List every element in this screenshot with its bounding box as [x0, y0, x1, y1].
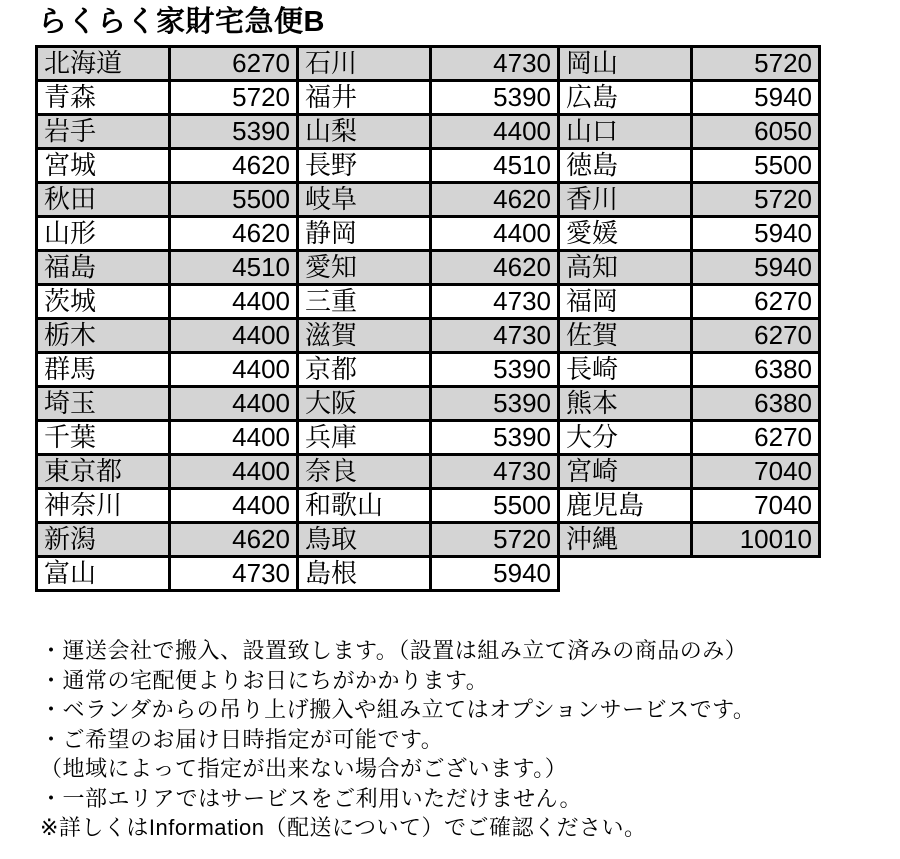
price-cell: 4400 — [170, 421, 298, 455]
prefecture-cell: 富山 — [37, 557, 170, 591]
price-cell: 4730 — [170, 557, 298, 591]
table-row — [37, 81, 820, 115]
prefecture-cell: 徳島 — [559, 149, 692, 183]
prefecture-cell: 宮城 — [37, 149, 170, 183]
price-cell: 6050 — [692, 115, 820, 149]
note-line: （地域によって指定が出来ない場合がございます。） — [40, 756, 568, 781]
price-cell: 5940 — [692, 81, 820, 115]
prefecture-cell: 群馬 — [37, 353, 170, 387]
note-line: ・ご希望のお届け日時指定が可能です。 — [40, 726, 444, 752]
prefecture-cell: 北海道 — [37, 47, 170, 81]
price-cell: 5720 — [692, 183, 820, 217]
price-cell: 4730 — [431, 47, 559, 81]
prefecture-cell: 千葉 — [37, 421, 170, 455]
prefecture-cell: 山口 — [559, 115, 692, 149]
prefecture-cell: 高知 — [559, 251, 692, 285]
price-cell: 4400 — [170, 319, 298, 353]
page-title: らくらく家財宅急便B — [38, 6, 325, 38]
prefecture-cell: 栃木 — [37, 319, 170, 353]
table-row — [37, 455, 820, 489]
note-line: ・一部エリアではサービスをご利用いただけません。 — [40, 785, 582, 811]
prefecture-cell: 山梨 — [298, 115, 431, 149]
price-cell: 6380 — [692, 387, 820, 421]
table-row — [37, 251, 820, 285]
prefecture-cell: 東京都 — [37, 455, 170, 489]
price-cell: 5390 — [431, 81, 559, 115]
price-cell: 4400 — [170, 353, 298, 387]
price-cell: 4400 — [170, 387, 298, 421]
price-cell: 6270 — [692, 421, 820, 455]
prefecture-cell: 兵庫 — [298, 421, 431, 455]
prefecture-cell: 山形 — [37, 217, 170, 251]
price-cell: 4510 — [431, 149, 559, 183]
prefecture-cell: 岐阜 — [298, 183, 431, 217]
price-cell: 5720 — [692, 47, 820, 81]
table-row — [37, 285, 820, 319]
prefecture-cell: 岡山 — [559, 47, 692, 81]
table-row — [37, 387, 820, 421]
table-row — [37, 421, 820, 455]
price-cell: 5940 — [692, 251, 820, 285]
table-row — [37, 557, 820, 591]
prefecture-cell: 青森 — [37, 81, 170, 115]
price-cell: 4400 — [170, 285, 298, 319]
price-cell: 5390 — [431, 421, 559, 455]
shipping-rate-table — [35, 45, 821, 592]
notes-section — [40, 636, 900, 843]
price-cell: 5500 — [431, 489, 559, 523]
price-cell: 4620 — [431, 183, 559, 217]
price-cell: 6270 — [692, 285, 820, 319]
price-cell: 4620 — [170, 217, 298, 251]
prefecture-cell: 熊本 — [559, 387, 692, 421]
prefecture-cell: 岩手 — [37, 115, 170, 149]
price-cell: 10010 — [692, 523, 820, 557]
price-cell: 5390 — [431, 387, 559, 421]
price-cell: 5940 — [692, 217, 820, 251]
prefecture-cell: 鹿児島 — [559, 489, 692, 523]
price-cell: 4730 — [431, 455, 559, 489]
prefecture-cell: 茨城 — [37, 285, 170, 319]
prefecture-cell: 大阪 — [298, 387, 431, 421]
prefecture-cell: 島根 — [298, 557, 431, 591]
price-cell: 7040 — [692, 489, 820, 523]
prefecture-cell: 和歌山 — [298, 489, 431, 523]
note-line: ・ベランダからの吊り上げ搬入や組み立てはオプションサービスです。 — [40, 697, 756, 722]
shipping-rate-table-body — [37, 47, 820, 591]
price-cell: 6270 — [692, 319, 820, 353]
prefecture-cell: 三重 — [298, 285, 431, 319]
price-cell: 5940 — [431, 557, 559, 591]
price-cell: 4400 — [170, 455, 298, 489]
table-row — [37, 523, 820, 557]
prefecture-cell: 愛媛 — [559, 217, 692, 251]
price-cell: 4400 — [170, 489, 298, 523]
price-cell: 4400 — [431, 115, 559, 149]
table-row — [37, 319, 820, 353]
table-row — [37, 353, 820, 387]
price-cell: 4510 — [170, 251, 298, 285]
price-cell: 7040 — [692, 455, 820, 489]
prefecture-cell: 福岡 — [559, 285, 692, 319]
prefecture-cell: 京都 — [298, 353, 431, 387]
prefecture-cell: 広島 — [559, 81, 692, 115]
price-cell: 5720 — [170, 81, 298, 115]
prefecture-cell: 埼玉 — [37, 387, 170, 421]
note-line: ・運送会社で搬入、設置致します。（設置は組み立て済みの商品のみ） — [40, 638, 748, 663]
price-cell: 5500 — [692, 149, 820, 183]
prefecture-cell: 香川 — [559, 183, 692, 217]
price-cell: 4620 — [170, 149, 298, 183]
prefecture-cell: 新潟 — [37, 523, 170, 557]
prefecture-cell: 静岡 — [298, 217, 431, 251]
price-cell: 4730 — [431, 319, 559, 353]
prefecture-cell: 福井 — [298, 81, 431, 115]
prefecture-cell: 福島 — [37, 251, 170, 285]
table-row — [37, 47, 820, 81]
prefecture-cell: 宮崎 — [559, 455, 692, 489]
prefecture-cell: 長野 — [298, 149, 431, 183]
prefecture-cell: 奈良 — [298, 455, 431, 489]
prefecture-cell: 鳥取 — [298, 523, 431, 557]
note-line: ※詳しくはInformation（配送について）でご確認ください。 — [40, 815, 647, 840]
price-cell: 4400 — [431, 217, 559, 251]
prefecture-cell: 愛知 — [298, 251, 431, 285]
empty-cell — [692, 557, 820, 591]
empty-cell — [559, 557, 692, 591]
table-row — [37, 489, 820, 523]
price-cell: 4620 — [431, 251, 559, 285]
prefecture-cell: 秋田 — [37, 183, 170, 217]
price-cell: 5500 — [170, 183, 298, 217]
price-cell: 6270 — [170, 47, 298, 81]
prefecture-cell: 大分 — [559, 421, 692, 455]
prefecture-cell: 佐賀 — [559, 319, 692, 353]
prefecture-cell: 長崎 — [559, 353, 692, 387]
prefecture-cell: 石川 — [298, 47, 431, 81]
table-row — [37, 217, 820, 251]
prefecture-cell: 滋賀 — [298, 319, 431, 353]
prefecture-cell: 神奈川 — [37, 489, 170, 523]
table-row — [37, 183, 820, 217]
price-cell: 5390 — [431, 353, 559, 387]
price-cell: 6380 — [692, 353, 820, 387]
price-cell: 4620 — [170, 523, 298, 557]
price-cell: 4730 — [431, 285, 559, 319]
table-row — [37, 115, 820, 149]
price-cell: 5390 — [170, 115, 298, 149]
price-cell: 5720 — [431, 523, 559, 557]
note-line: ・通常の宅配便よりお日にちがかかります。 — [40, 667, 489, 693]
prefecture-cell: 沖縄 — [559, 523, 692, 557]
table-row — [37, 149, 820, 183]
